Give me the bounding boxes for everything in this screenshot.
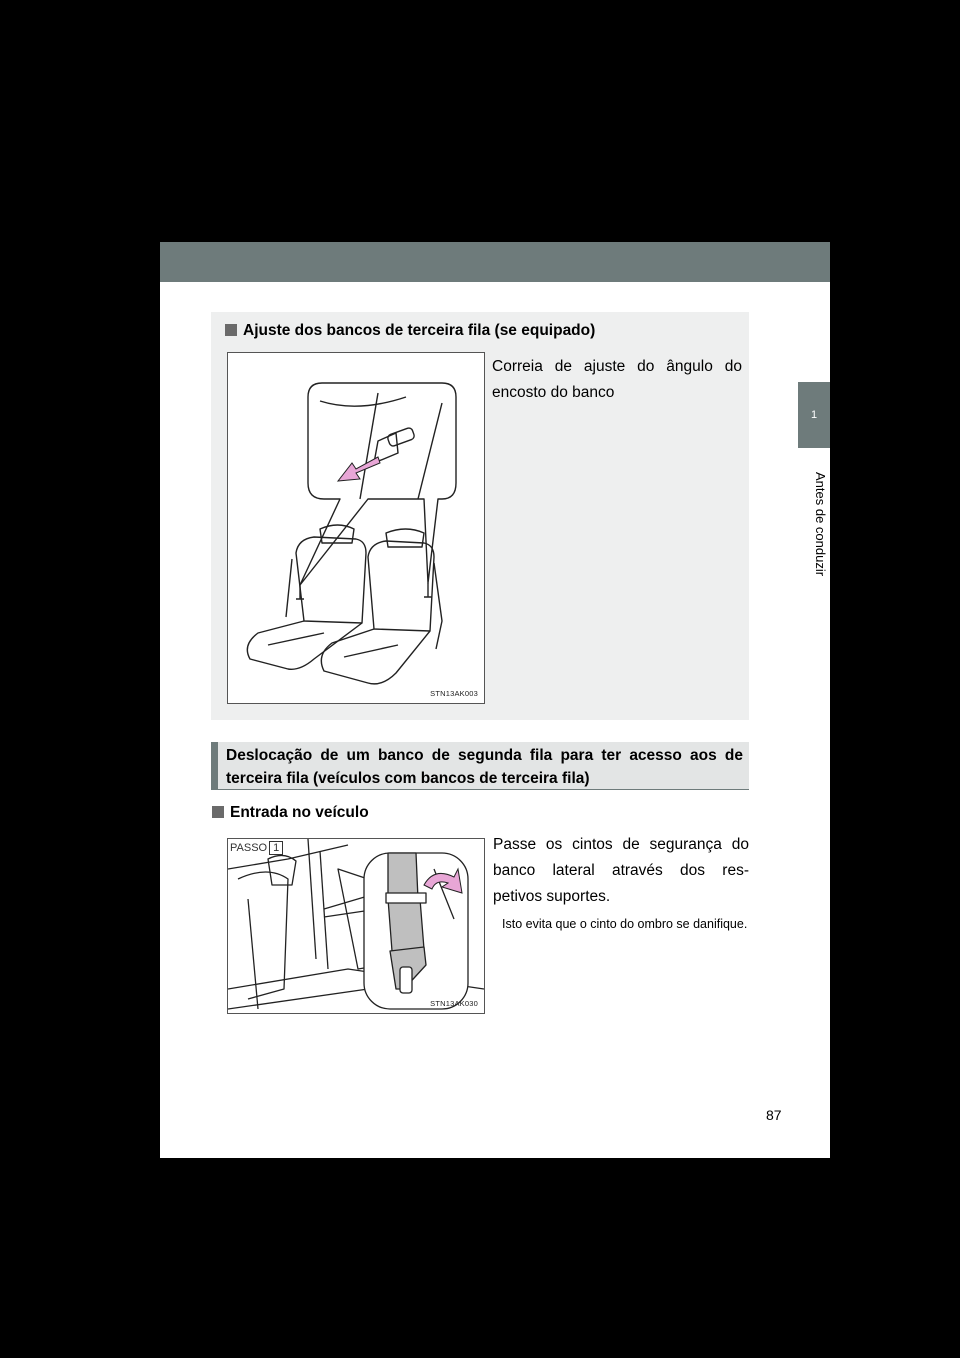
square-bullet-icon (212, 806, 224, 818)
manual-page (160, 242, 830, 1158)
seatbelt-illustration (227, 838, 485, 1014)
step-description: Passe os cintos de segurança do banco lateral através dos res- petivos suportes. (493, 836, 749, 905)
sub-heading: Entrada no veículo (212, 804, 369, 822)
third-row-seats-drawing (228, 353, 484, 703)
seat-illustration (227, 352, 485, 704)
square-bullet-icon (225, 324, 237, 336)
section-heading: Deslocação de um banco de segunda fila para ter acesso aos de terceira fila (veículos com bancos de terceira fila) (211, 742, 749, 790)
box-description: Correia de ajuste do ângulo do encosto do banco (492, 358, 742, 401)
step-note: Isto evita que o cinto do ombro se danifique. (502, 917, 748, 931)
figure-code: STN13AK003 (430, 689, 478, 698)
page-number: 87 (766, 1107, 782, 1123)
header-bar (160, 242, 830, 282)
info-box (211, 312, 749, 720)
step-badge: PASSO 1 (230, 841, 283, 855)
chapter-title: Antes de conduzir (813, 472, 828, 577)
box-title: Ajuste dos bancos de terceira fila (se equipado) (225, 322, 595, 340)
seatbelt-drawing (228, 839, 484, 1013)
figure-code: STN13AK030 (430, 999, 478, 1008)
chapter-tab (798, 382, 830, 448)
chapter-number: 1 (810, 409, 818, 421)
